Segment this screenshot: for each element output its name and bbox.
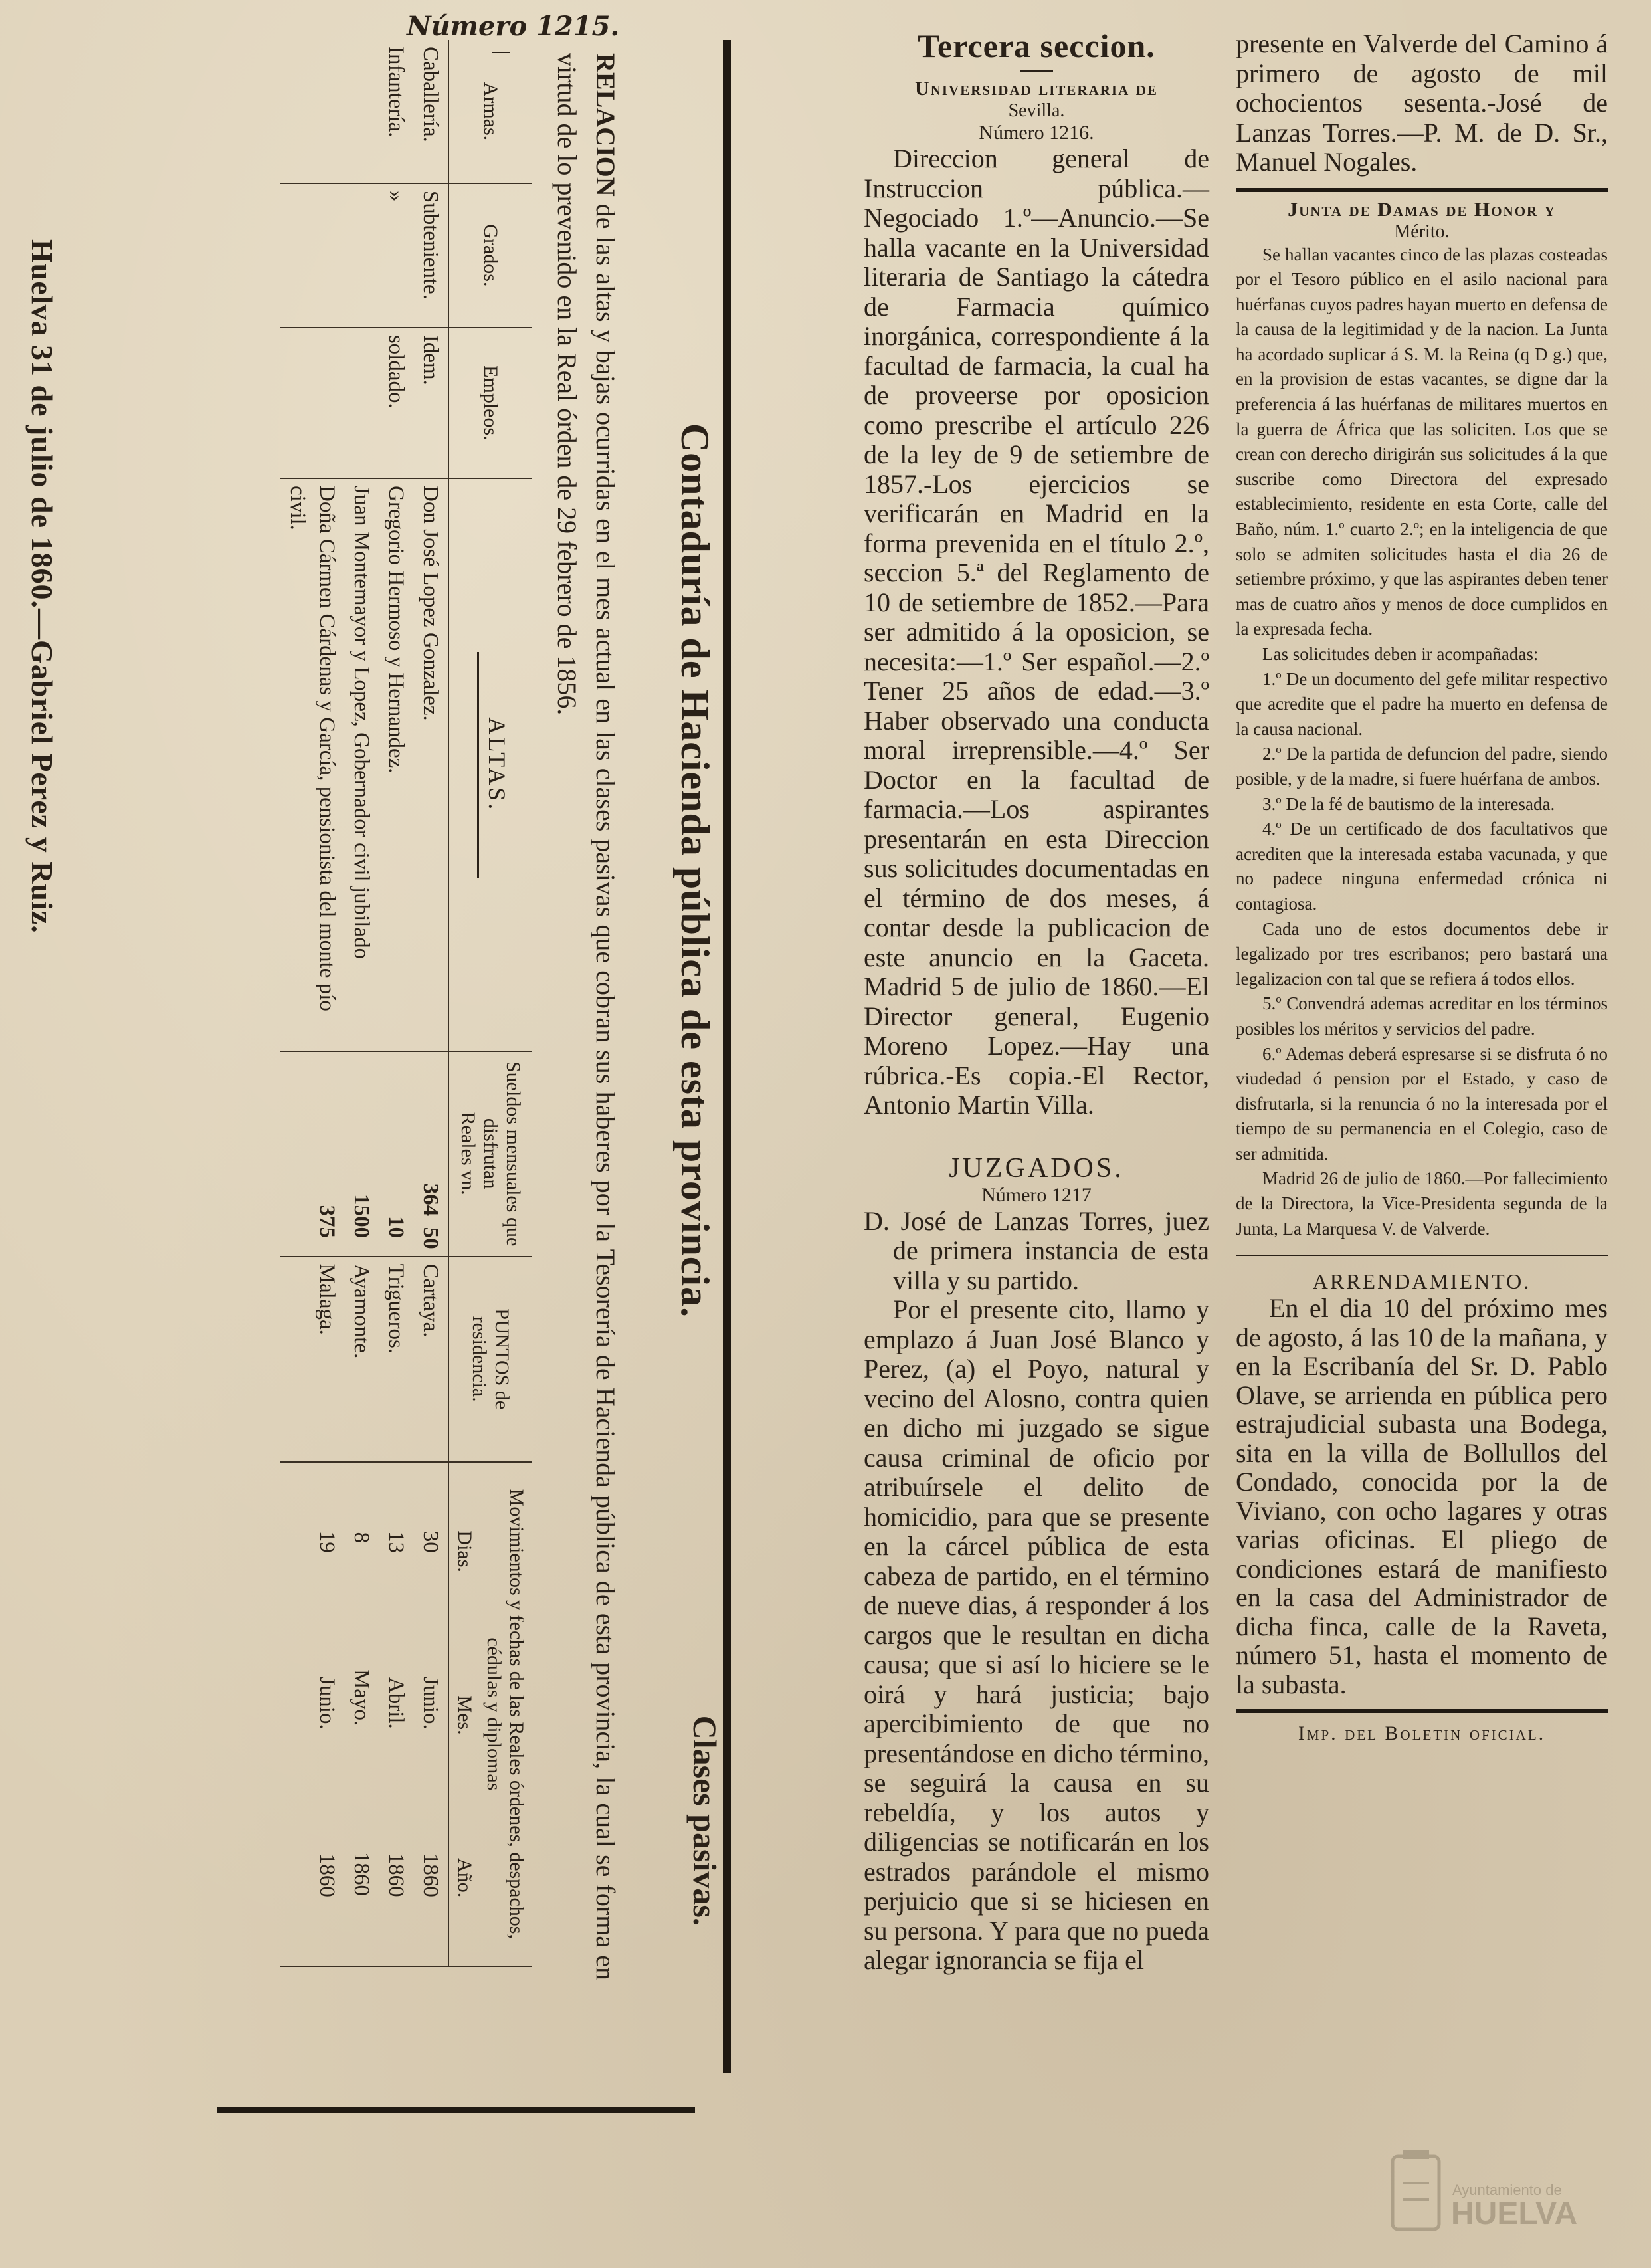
issue-number: Número 1215. [407, 11, 620, 42]
col-puntos: PUNTOS de residencia. [448, 1257, 532, 1462]
cell-arma [344, 40, 379, 183]
reales-text: Reales [457, 1112, 479, 1166]
table-header-row [448, 40, 532, 1966]
cell-fecha [413, 1462, 448, 1966]
cell-mes: Abril. [384, 1677, 408, 1729]
junta-item: 3.º De la fé de bautismo de la interesada. [1262, 793, 1555, 814]
mes-label: Mes. [454, 1695, 476, 1735]
table-row [280, 40, 344, 1966]
ano-label: Año. [454, 1858, 476, 1898]
cell-dia: 19 [315, 1530, 339, 1553]
section-dash [1020, 70, 1053, 72]
rule-thick-bottom [1236, 1709, 1608, 1713]
cell-grado: Subteniente. [413, 183, 448, 328]
cell-reales: 375 [315, 1205, 339, 1239]
cell-punto: Cartaya. [413, 1257, 448, 1462]
cell-ano: 1860 [349, 1852, 373, 1897]
col-empleos: Empleos. [448, 328, 532, 478]
vn-text: vn. [457, 1170, 479, 1195]
cell-empleo: Idem. [413, 328, 448, 478]
section-title: Tercera seccion. [918, 27, 1155, 64]
junta-title: Junta de Damas de Honor y [1288, 198, 1556, 221]
cell-empleo [280, 328, 344, 478]
cell-sueldo [413, 1051, 448, 1257]
junta-paragraph-3: Cada uno de estos documentos debe ir legalizado por tres escribanos; pero bastará una legalizacion con tal que se refiera á todos ellos. [1236, 918, 1608, 989]
cell-mes: Junio. [419, 1676, 442, 1730]
arrendamiento-body: En el dia 10 del próximo mes de agosto, á las 10 de la mañana, y en la Escribanía del Sr. D. Pablo Olave, se arrienda en pública pero estrajudicial subasta una Bodega, sita en la villa de Bollullos del Condado, conocida por la de Viviano, con ocho lagares y otras varias oficinas. El pliego de condiciones estará de manifiesto en la casa del Administrador de dicha finca, calle de la Raveta, número 51, hasta el momento de la subasta. [1236, 1293, 1608, 1699]
left-bottom-rule [217, 2107, 695, 2120]
juzgados-header: D. José de Lanzas Torres, juez de primera instancia de esta villa y su partido. [864, 1205, 1209, 1295]
cell-dia: 8 [349, 1532, 373, 1544]
movimientos-label: Movimientos y fechas de las Reales órdenes, despachos, cédulas y diplomas [483, 1489, 528, 1939]
cell-arma [280, 40, 344, 183]
cell-reales: 364 [419, 1183, 442, 1217]
cell-fecha [344, 1462, 379, 1966]
cell-reales: 10 [384, 1216, 408, 1239]
col-armas: Armas. [448, 40, 532, 183]
junta-paragraph-1: Se hallan vacantes cinco de las plazas costeadas por el Tesoro público en el asilo nacional para huérfanas cuyos padres hayan muerto en defensa de la causa de la legitimidad y de la nacion. La Junta ha acordado suplicar á S. M. la Reina (q D g.) que, en la provision de estas vacantes, se digne dar la preferencia á las huérfanas de militares muertos en la guerra de África que las soliciten. Los que se crean con derecho dirigirán sus solicitudes á la que suscribe como Directora del expresado establecimiento, residente en esta Corte, calle del Baño, núm. 1.º cuarto 2.º; en la inteligencia de que solo se admiten solicitudes hasta el dia 26 de setiembre próximo, y que las aspirantes deben tener mas de cuatro años y menos de doce cumplidos en la expresada fecha. [1236, 244, 1608, 639]
univ-city: Sevilla. [1008, 100, 1065, 121]
watermark-caption: Ayuntamiento de [1452, 2182, 1562, 2198]
cell-fecha [379, 1462, 413, 1966]
cell-nombre: Don José Lopez Gonzalez. [413, 478, 448, 1051]
cell-punto: Trigueros. [379, 1257, 413, 1462]
cell-arma: Infantería. [379, 40, 413, 183]
cell-ano: 1860 [315, 1853, 339, 1897]
arrendamiento-title: ARRENDAMIENTO. [1312, 1269, 1531, 1294]
col-movimientos [448, 1462, 532, 1966]
cell-grado [344, 183, 379, 328]
rotated-table-panel [0, 40, 731, 2073]
dias-label: Dias. [454, 1530, 476, 1572]
col-grados: Grados. [448, 183, 532, 328]
cell-dia: 13 [384, 1531, 408, 1554]
junta-item: 6.º Ademas deberá espresarse si se disfruta ó no viudedad ó pension por el Estado, y caso de disfrutarla, si la renuncia ó no la interesada por el tiempo de su permanencia en el Colegio, caso de ser admitida. [1236, 1043, 1608, 1164]
univ-number: Número 1216. [979, 122, 1094, 144]
clases-pasivas-table [280, 40, 532, 1967]
watermark-name: HUELVA [1451, 2196, 1578, 2231]
junta-item: 1.º De un documento del gefe militar respectivo que acredite que el padre ha muerto en defensa de la causa nacional. [1236, 669, 1608, 739]
junta-item: 4.º De un certificado de dos facultativos que acrediten que la interesada estaba vacunada, y que no padece ninguna enfermedad crónica ni contagiosa. [1236, 819, 1608, 914]
junta-paragraph-2: Las solicitudes deben ir acompañadas: [1262, 644, 1539, 664]
junta-signature: Madrid 26 de julio de 1860.—Por fallecimiento de la Directora, la Vice-Presidenta segunda de la Junta, La Marquesa V. de Valverde. [1236, 1168, 1608, 1239]
cell-punto: Ayamonte. [344, 1257, 379, 1462]
juzgados-title: JUZGADOS. [949, 1152, 1124, 1184]
altas-heading [460, 486, 520, 1044]
huelva-watermark [1373, 2143, 1599, 2249]
cell-mes: Junio. [315, 1676, 339, 1730]
column-tercera-seccion [864, 27, 1209, 1976]
table-row [379, 40, 413, 1966]
column-right [1236, 29, 1608, 1745]
altas-ornament [470, 652, 479, 878]
juzgados-continuation: presente en Valverde del Camino á primero de agosto de mil ochocientos sesenta.-José de Lanzas Torres.—P. M. de D. Sr., Manuel Nogales. [1236, 29, 1608, 177]
panel-signature: Huelva 31 de julio de 1860.—Gabriel Perez y Ruiz. [25, 239, 59, 934]
cell-cents: 50 [419, 1227, 442, 1249]
cell-grado: » [379, 183, 413, 328]
cell-nombre: Juan Montemayor y Lopez, Gobernador civil jubilado [344, 478, 379, 1051]
imprint: Imp. del Boletin oficial. [1298, 1722, 1546, 1745]
cell-punto: Malaga. [280, 1257, 344, 1462]
cell-arma: Caballería. [413, 40, 448, 183]
table-row [413, 40, 448, 1966]
cell-dia: 30 [419, 1530, 442, 1553]
cell-nombre: Gregorio Hermoso y Hernandez. [379, 478, 413, 1051]
junta-item: 5.º Convendrá ademas acreditar en los términos posibles los méritos y servicios del padre. [1236, 993, 1608, 1039]
rule-thick [1236, 188, 1608, 192]
cell-ano: 1860 [419, 1853, 442, 1897]
univ-title: Universidad literaria de [915, 78, 1158, 100]
rule-thin [1236, 1255, 1608, 1256]
juzgados-body: Por el presente cito, llamo y emplazo á Juan José Blanco y Perez, (a) el Poyo, natural y vecino del Alosno, contra quien en dicho mi juzgado se sigue causa criminal de oficio por atribuírsele el delito de homicidio, para que se presente en la cárcel pública de esta cabeza de partido, en el término de nueve dias, á responder á los cargos que le resultan en dicha causa; que si así lo hiciere se le oirá y hará justicia; bajo apercibimiento de que no presentándose en dicho término, se seguirá la causa en su rebeldía, y los autos y diligencias se notificarán en los estrados parándole el mismo perjuicio que si se hiciesen en su persona. Y para que no pueda alegar ignorancia se fija el [864, 1294, 1209, 1975]
relacion-lead: RELACION [591, 53, 621, 197]
cell-sueldo [344, 1051, 379, 1257]
univ-body: Direccion general de Instruccion pública.—Negociado 1.º—Anuncio.—Se halla vacante en la Universidad literaria de Santiago la cátedra de Farmacia químico inorgánica, correspondiente á la facultad de farmacia, la cual ha de proveerse por oposicion como prescribe el artículo 226 de la ley de 9 de setiembre de 1857.-Los ejercicios se verificarán en Madrid en la forma prevenida en el título 2.º, seccion 5.ª del Reglamento de 10 de setiembre de 1852.—Para ser admitido á la oposicion, se necesita:—1.º Ser español.—2.º Tener 25 años de edad.—3.º Haber observado una conducta moral irreprensible.—4.º Ser Doctor en la facultad de farmacia.—Los aspirantes presentarán en esta Direccion sus solicitudes documentadas en el término de dos meses, á contar desde la publicacion de este anuncio en la Gaceta. Madrid 5 de julio de 1860.—El Director general, Eugenio Moreno Lopez.—Hay una rúbrica.-Es copia.-El Rector, Antonio Martin Villa. [864, 144, 1209, 1120]
cell-grado [280, 183, 344, 328]
cell-sueldo [280, 1051, 344, 1257]
juzgados-number: Número 1217 [981, 1184, 1092, 1206]
relacion-text: de las altas y bajas ocurridas en el mes actual en las clases pasivas que cobran sus haberes por la Tesorería de Hacienda pública de esta provincia, la cual se forma en virtud de lo prevenido en la Real órden de 29 febrero de 1856. [552, 53, 621, 1980]
col-altas [448, 478, 532, 1051]
junta-item: 2.º De la partida de defuncion del padre, siendo posible, y de la madre, si fuere huérfana de ambos. [1236, 744, 1608, 789]
clases-pasivas-heading: Clases pasivas. [686, 1715, 724, 1926]
cell-ano: 1860 [384, 1853, 408, 1897]
seal-icon [1373, 2143, 1599, 2249]
altas-label: ALTAS. [484, 717, 510, 813]
cell-mes: Mayo. [349, 1669, 373, 1726]
cell-sueldo [379, 1051, 413, 1257]
sueldos-label: Sueldos mensuales que disfrutan [480, 1061, 524, 1247]
cell-empleo: soldado. [379, 328, 413, 478]
contaduria-heading: Contaduría de Hacienda pública de esta provincia. [673, 423, 717, 1318]
reales-label [456, 1059, 479, 1249]
table-row [344, 40, 379, 1966]
junta-title-2: Mérito. [1394, 221, 1450, 242]
cell-empleo [344, 328, 379, 478]
movimientos-subheaders [453, 1469, 476, 1959]
cell-fecha [280, 1462, 344, 1966]
col-sueldos [448, 1051, 532, 1257]
cell-nombre: Doña Cármen Cárdenas y García, pensionista del monte pío civil. [280, 478, 344, 1051]
relacion-paragraph [547, 53, 625, 1980]
cell-reales: 1500 [349, 1194, 373, 1239]
